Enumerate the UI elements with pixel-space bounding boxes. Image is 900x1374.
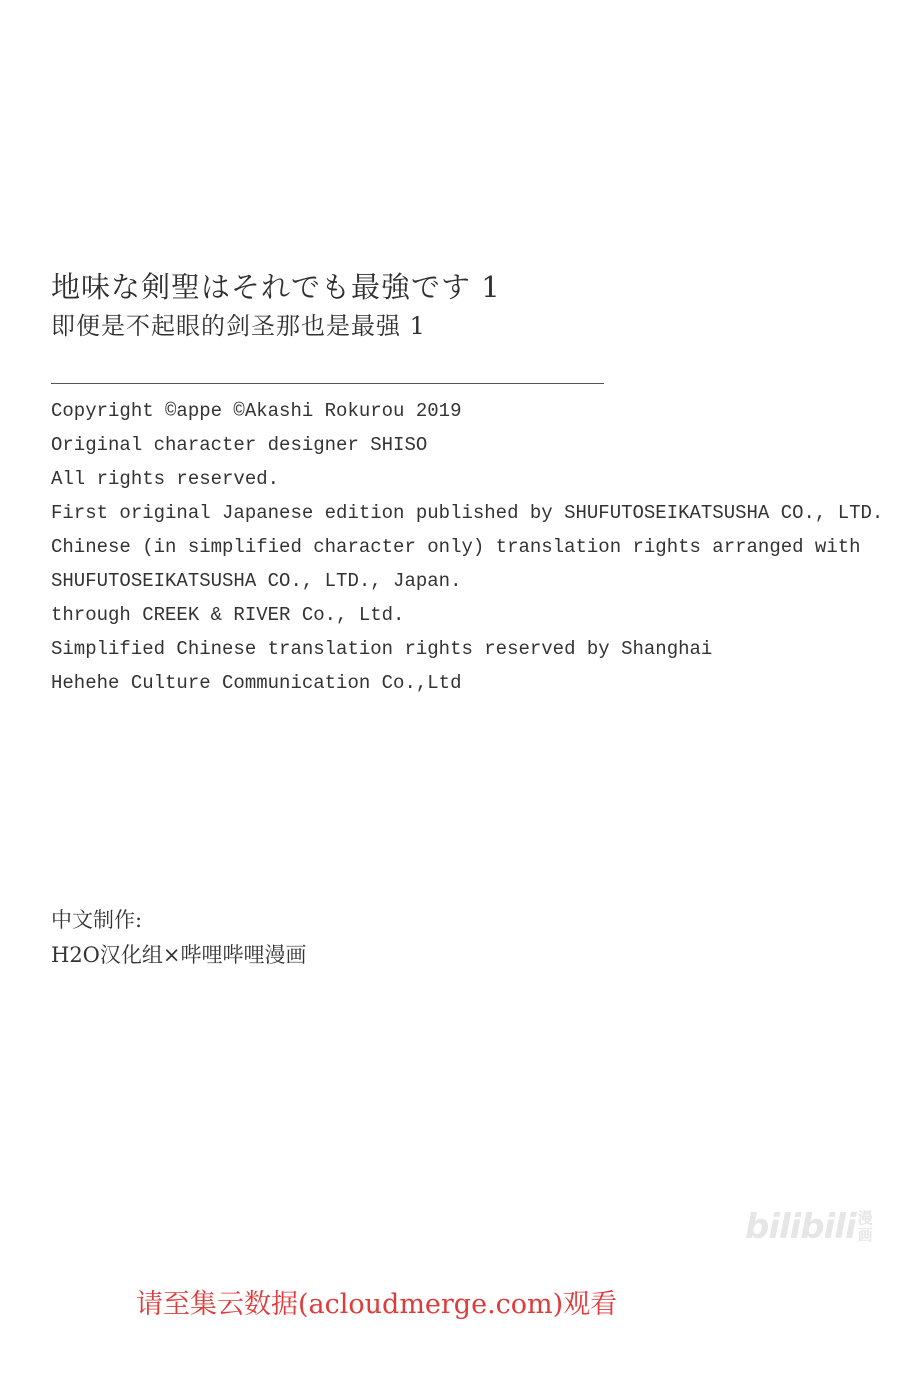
- copyright-line: through CREEK & RIVER Co., Ltd.: [51, 604, 405, 626]
- copyright-line: Simplified Chinese translation rights reserved by Shanghai: [51, 638, 713, 660]
- credits-block: [51, 903, 307, 973]
- title-chinese: 即便是不起眼的剑圣那也是最强 1: [51, 312, 426, 340]
- copyright-line: First original Japanese edition published by SHUFUTOSEIKATSUSHA CO., LTD.: [51, 502, 884, 524]
- bilibili-watermark-logo: [745, 1203, 873, 1251]
- footer-note: 请至集云数据(acloudmerge.com)观看: [136, 1289, 618, 1320]
- copyright-line: Hehehe Culture Communication Co.,Ltd: [51, 672, 462, 694]
- divider: [51, 383, 604, 384]
- title-block: [51, 266, 501, 344]
- credits-value: H2O汉化组×哔哩哔哩漫画: [51, 943, 307, 967]
- copyright-block: [51, 394, 891, 700]
- title-japanese: 地味な剣聖はそれでも最強です 1: [51, 270, 501, 304]
- credits-label: 中文制作:: [51, 908, 143, 932]
- copyright-line: All rights reserved.: [51, 468, 280, 490]
- copyright-line: Original character designer SHISO: [51, 434, 428, 456]
- copyright-line: SHUFUTOSEIKATSUSHA CO., LTD., Japan.: [51, 570, 462, 592]
- copyright-line: Chinese (in simplified character only) translation rights arranged with: [51, 536, 861, 558]
- copyright-line: Copyright ©appe ©Akashi Rokurou 2019: [51, 400, 462, 422]
- watermark-brand: bilibili: [745, 1207, 856, 1247]
- watermark-sub: 漫画: [857, 1209, 873, 1244]
